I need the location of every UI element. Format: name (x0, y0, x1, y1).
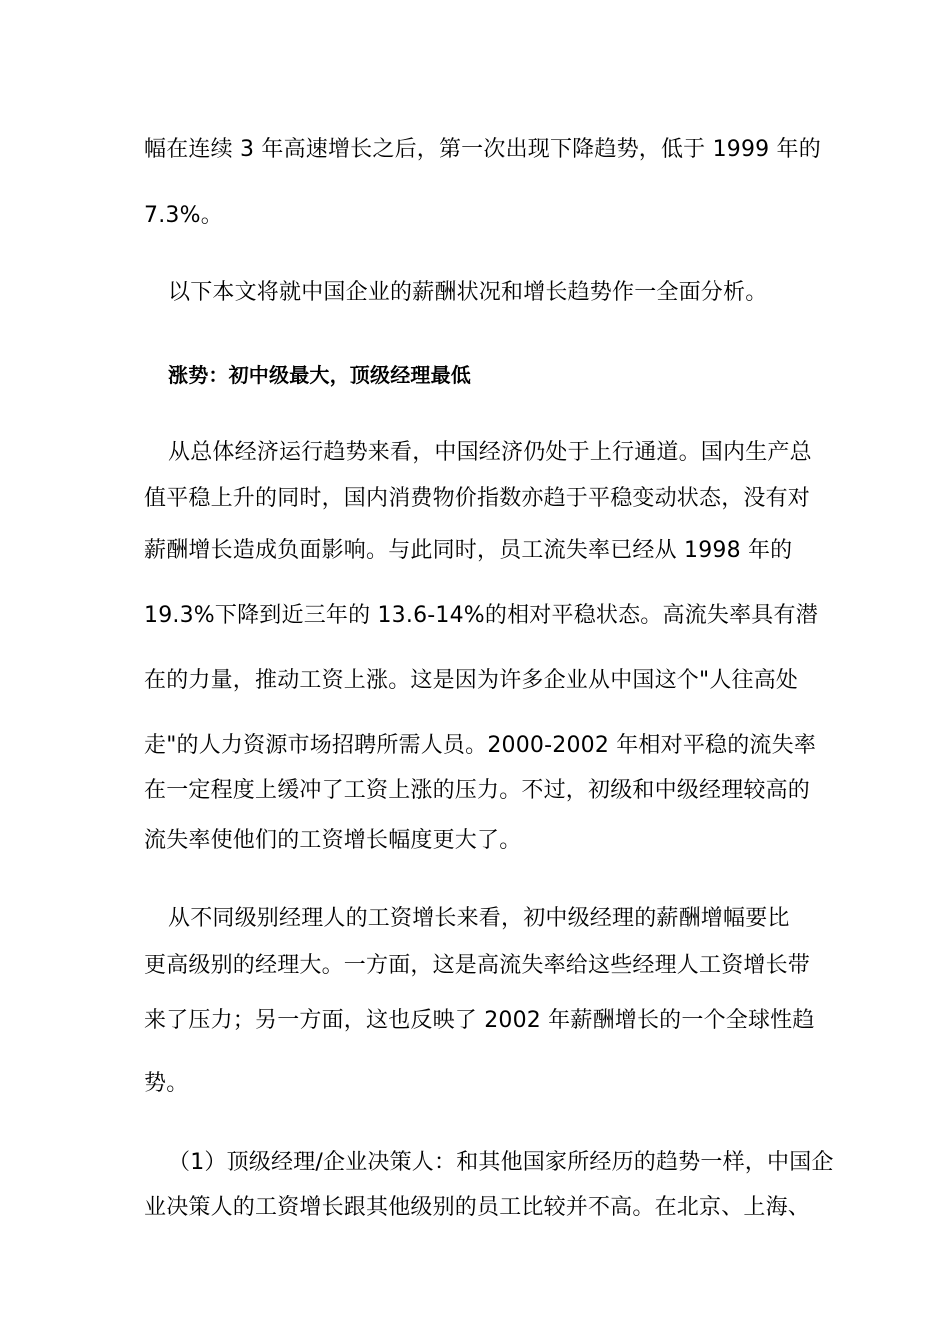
text-line: 薪酬增长造成负面影响。与此同时，员工流失率已经从 1998 年的 (144, 538, 793, 563)
text-line: 来了压力；另一方面，这也反映了 2002 年薪酬增长的一个全球性趋 (144, 1008, 815, 1033)
text-line: 幅在连续 3 年高速增长之后，第一次出现下降趋势，低于 1999 年的 (144, 137, 821, 162)
text-line: 从总体经济运行趋势来看，中国经济仍处于上行通道。国内生产总 (168, 440, 812, 465)
text-line: 更高级别的经理大。一方面，这是高流失率给这些经理人工资增长带 (144, 953, 811, 978)
text-line: 走"的人力资源市场招聘所需人员。2000-2002 年相对平稳的流失率 (144, 733, 817, 758)
text-line: 从不同级别经理人的工资增长来看，初中级经理的薪酬增幅要比 (168, 906, 790, 931)
text-line: 势。 (144, 1071, 189, 1096)
text-line: 19.3%下降到近三年的 13.6-14%的相对平稳状态。高流失率具有潜 (144, 603, 818, 628)
text-line: 值平稳上升的同时，国内消费物价指数亦趋于平稳变动状态，没有对 (144, 486, 811, 511)
text-line: 流失率使他们的工资增长幅度更大了。 (144, 828, 522, 853)
section-heading: 涨势：初中级最大，顶级经理最低 (168, 363, 471, 387)
text-line: 在一定程度上缓冲了工资上涨的压力。不过，初级和中级经理较高的 (144, 778, 811, 803)
text-line: 7.3%。 (144, 203, 223, 228)
text-line: 业决策人的工资增长跟其他级别的员工比较并不高。在北京、上海、 (144, 1195, 811, 1220)
text-line: 以下本文将就中国企业的薪酬状况和增长趋势作一全面分析。 (168, 280, 768, 305)
text-line: （1）顶级经理/企业决策人：和其他国家所经历的趋势一样，中国企 (168, 1150, 834, 1175)
text-line: 在的力量，推动工资上涨。这是因为许多企业从中国这个"人往高处 (144, 668, 799, 693)
